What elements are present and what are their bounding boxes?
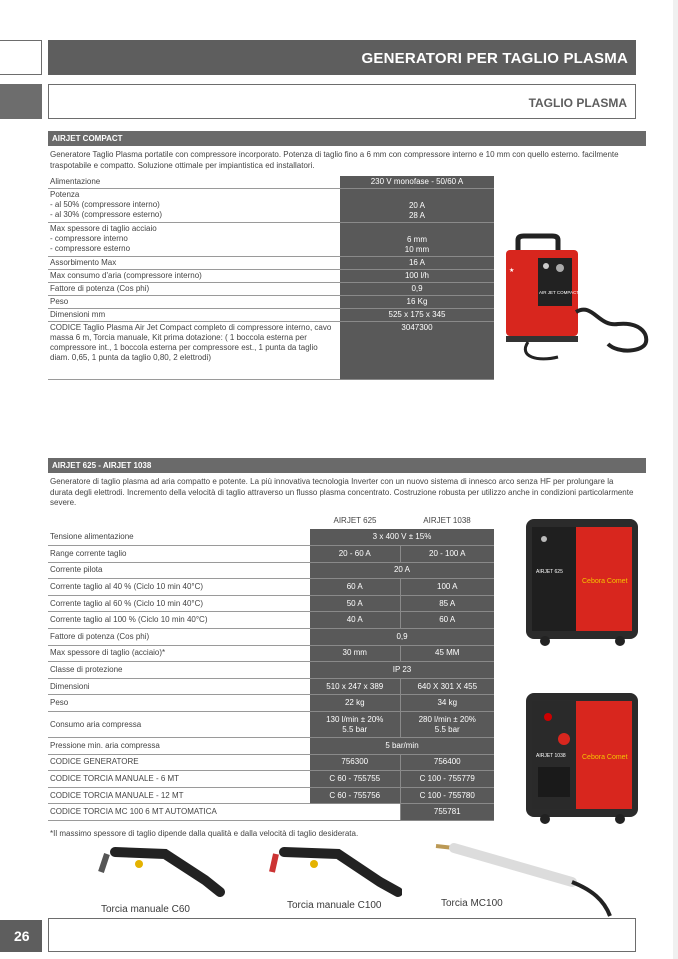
spec-label: Fattore di potenza (Cos phi) (48, 629, 310, 646)
spec-value-625: 30 mm (310, 645, 400, 662)
spec-row (48, 662, 494, 679)
spec-value-shared: 5 bar/min (310, 738, 494, 755)
side-tab-outline (0, 40, 42, 75)
spec-row (48, 787, 494, 804)
col-header-625: AIRJET 625 (333, 516, 377, 525)
spec-row (48, 738, 494, 755)
spec-value-shared: 20 A (310, 562, 494, 579)
spec-label: Pressione min. aria compressa (48, 738, 310, 755)
spec-label: CODICE TORCIA MC 100 6 MT AUTOMATICA (48, 804, 310, 821)
spec-value-625: 130 l/min ± 20% 5.5 bar (310, 712, 400, 738)
spec-header-row (48, 513, 494, 529)
spec-label: CODICE GENERATORE (48, 754, 310, 771)
machine-label-1038: AIRJET 1038 (536, 753, 566, 759)
spec-value: 525 x 175 x 345 (340, 309, 494, 322)
spec-value: 100 l/h (340, 270, 494, 283)
spec-row (48, 176, 494, 189)
spec-value-625: C 60 - 755756 (310, 787, 400, 804)
spec-value-625: C 60 - 755755 (310, 771, 400, 788)
spec-value: 3047300 (340, 322, 494, 380)
footnote: *Il massimo spessore di taglio dipende dalla qualità e dalla velocità di taglio desiderata. (50, 829, 359, 838)
spec-row (48, 270, 494, 283)
spec-value: 16 A (340, 257, 494, 270)
section-description: Generatore Taglio Plasma portatile con compressore incorporato. Potenza di taglio fino a 6 mm con compressore interno e 10 mm con quello esterno. facilmente traspotabile e compatto. Soluzione ottimale per impiantistica ed installatori. (50, 150, 619, 170)
footer-box (48, 918, 636, 952)
spec-row (48, 283, 494, 296)
spec-label: Peso (48, 695, 310, 712)
spec-row (48, 771, 494, 788)
spec-row (48, 645, 494, 662)
spec-value: 6 mm 10 mm (340, 223, 494, 257)
spec-label: Consumo aria compressa (48, 712, 310, 738)
airjet-625-machine-image (520, 513, 645, 648)
spec-row (48, 678, 494, 695)
spec-label: Max consumo d'aria (compressore interno) (48, 270, 340, 283)
spec-row (48, 223, 494, 257)
brand-label-2: Cebora Comet (582, 754, 628, 761)
spec-row (48, 595, 494, 612)
spec-row (48, 546, 494, 563)
spec-label: Range corrente taglio (48, 546, 310, 563)
spec-label: Corrente taglio al 100 % (Ciclo 10 min 40°C) (48, 612, 310, 629)
spec-row (48, 629, 494, 646)
spec-value-625: 510 x 247 x 389 (310, 678, 400, 695)
spec-label: Tensione alimentazione (48, 529, 310, 546)
spec-value-1038: 280 l/min ± 20% 5.5 bar (400, 712, 494, 738)
spec-row (48, 529, 494, 546)
page-edge (673, 0, 678, 959)
spec-label: Max spessore di taglio acciaio - compressore interno - compressore esterno (48, 223, 340, 257)
airjet-1038-machine-image (520, 687, 645, 827)
spec-value-625: 40 A (310, 612, 400, 629)
spec-value-1038: 100 A (400, 579, 494, 596)
spec-label: Potenza - al 50% (compressore interno) - al 30% (compressore esterno) (48, 189, 340, 223)
spec-value: 16 Kg (340, 296, 494, 309)
spec-value-625: 50 A (310, 595, 400, 612)
spec-table-625-1038 (48, 513, 494, 821)
spec-label: CODICE TORCIA MANUALE - 6 MT (48, 771, 310, 788)
spec-value-625: 756300 (310, 754, 400, 771)
caption-torch-mc100: Torcia MC100 (441, 898, 503, 909)
section-description-2: Generatore di taglio plasma ad aria compatto e potente. La più innovativa tecnologia Inverter con un nuovo sistema di innesco arco senza HF per prolungare la durata degli elettrodi. Incremento della velocità di taglio attraverso un flusso plasma concentrato. Costruzione robusta per utilizzo anche in condizioni particolarmente severe. (50, 477, 634, 507)
spec-label: CODICE TORCIA MANUALE - 12 MT (48, 787, 310, 804)
spec-value: 230 V monofase - 50/60 A (340, 176, 494, 189)
spec-value-625: 20 - 60 A (310, 546, 400, 563)
spec-label: Peso (48, 296, 340, 309)
machine-label-625: AIRJET 625 (536, 569, 563, 575)
spec-row (48, 579, 494, 596)
spec-row (48, 804, 494, 821)
spec-label: Corrente taglio al 40 % (Ciclo 10 min 40°C) (48, 579, 310, 596)
spec-table-compact (48, 176, 494, 380)
spec-row (48, 754, 494, 771)
spec-value-625 (310, 804, 400, 821)
spec-value-625: 22 kg (310, 695, 400, 712)
spec-row (48, 322, 494, 380)
spec-label: Corrente pilota (48, 562, 310, 579)
section-title-airjet-625-1038: AIRJET 625 - AIRJET 1038 (48, 458, 646, 473)
spec-value: 0,9 (340, 283, 494, 296)
spec-value-1038: C 100 - 755779 (400, 771, 494, 788)
page-number: 26 (0, 920, 42, 952)
torch-c60-image (95, 840, 225, 900)
spec-value-625: 60 A (310, 579, 400, 596)
section-title-airjet-compact: AIRJET COMPACT (48, 131, 646, 146)
spec-value-1038: C 100 - 755780 (400, 787, 494, 804)
spec-row (48, 257, 494, 270)
spec-row (48, 562, 494, 579)
spec-row (48, 296, 494, 309)
spec-value-shared: IP 23 (310, 662, 494, 679)
spec-row (48, 189, 494, 223)
spec-row (48, 712, 494, 738)
spec-label: Assorbimento Max (48, 257, 340, 270)
spec-label: Dimensioni mm (48, 309, 340, 322)
page-title: GENERATORI PER TAGLIO PLASMA (48, 40, 636, 75)
page-subtitle: TAGLIO PLASMA (48, 84, 636, 119)
machine-panel (538, 258, 572, 306)
machine-label-compact: AIR JET COMPACT (539, 290, 580, 295)
spec-value-1038: 45 MM (400, 645, 494, 662)
spec-value-1038: 60 A (400, 612, 494, 629)
torch-c100-image (262, 840, 402, 900)
cable-icon (576, 310, 646, 351)
side-tab-filled (0, 84, 42, 119)
spec-value-1038: 85 A (400, 595, 494, 612)
spec-header-blank (48, 513, 310, 529)
spec-label: Dimensioni (48, 678, 310, 695)
spec-row (48, 612, 494, 629)
handle-icon (518, 236, 558, 250)
svg-text:★: ★ (509, 268, 515, 274)
spec-value-shared: 3 x 400 V ± 15% (310, 529, 494, 546)
spec-value-1038: 640 X 301 X 455 (400, 678, 494, 695)
spec-label: Max spessore di taglio (acciaio)* (48, 645, 310, 662)
spec-value-1038: 755781 (400, 804, 494, 821)
spec-value-1038: 20 - 100 A (400, 546, 494, 563)
col-header-1038: AIRJET 1038 (423, 516, 471, 525)
spec-value-shared: 0,9 (310, 629, 494, 646)
spec-value: 20 A 28 A (340, 189, 494, 223)
spec-label: Corrente taglio al 60 % (Ciclo 10 min 40°C) (48, 595, 310, 612)
spec-row (48, 695, 494, 712)
spec-row (48, 309, 494, 322)
caption-torch-c60: Torcia manuale C60 (101, 904, 190, 915)
spec-label: CODICE Taglio Plasma Air Jet Compact completo di compressore interno, cavo massa 6 m, Torcia manuale, Kit prima dotazione: ( 1 boccola esterna per compressore int., 1 boccola esterna per compressore est., 1 punta da taglio diam. 0,65, 1 punta da taglio 0,80, 2 elettrodi) (48, 322, 340, 380)
spec-value-1038: 756400 (400, 754, 494, 771)
spec-label: Alimentazione (48, 176, 340, 189)
spec-value-1038: 34 kg (400, 695, 494, 712)
spec-label: Fattore di potenza (Cos phi) (48, 283, 340, 296)
spec-label: Classe di protezione (48, 662, 310, 679)
airjet-compact-machine-image (498, 232, 658, 367)
caption-torch-c100: Torcia manuale C100 (287, 900, 382, 911)
brand-label: Cebora Comet (582, 578, 628, 585)
